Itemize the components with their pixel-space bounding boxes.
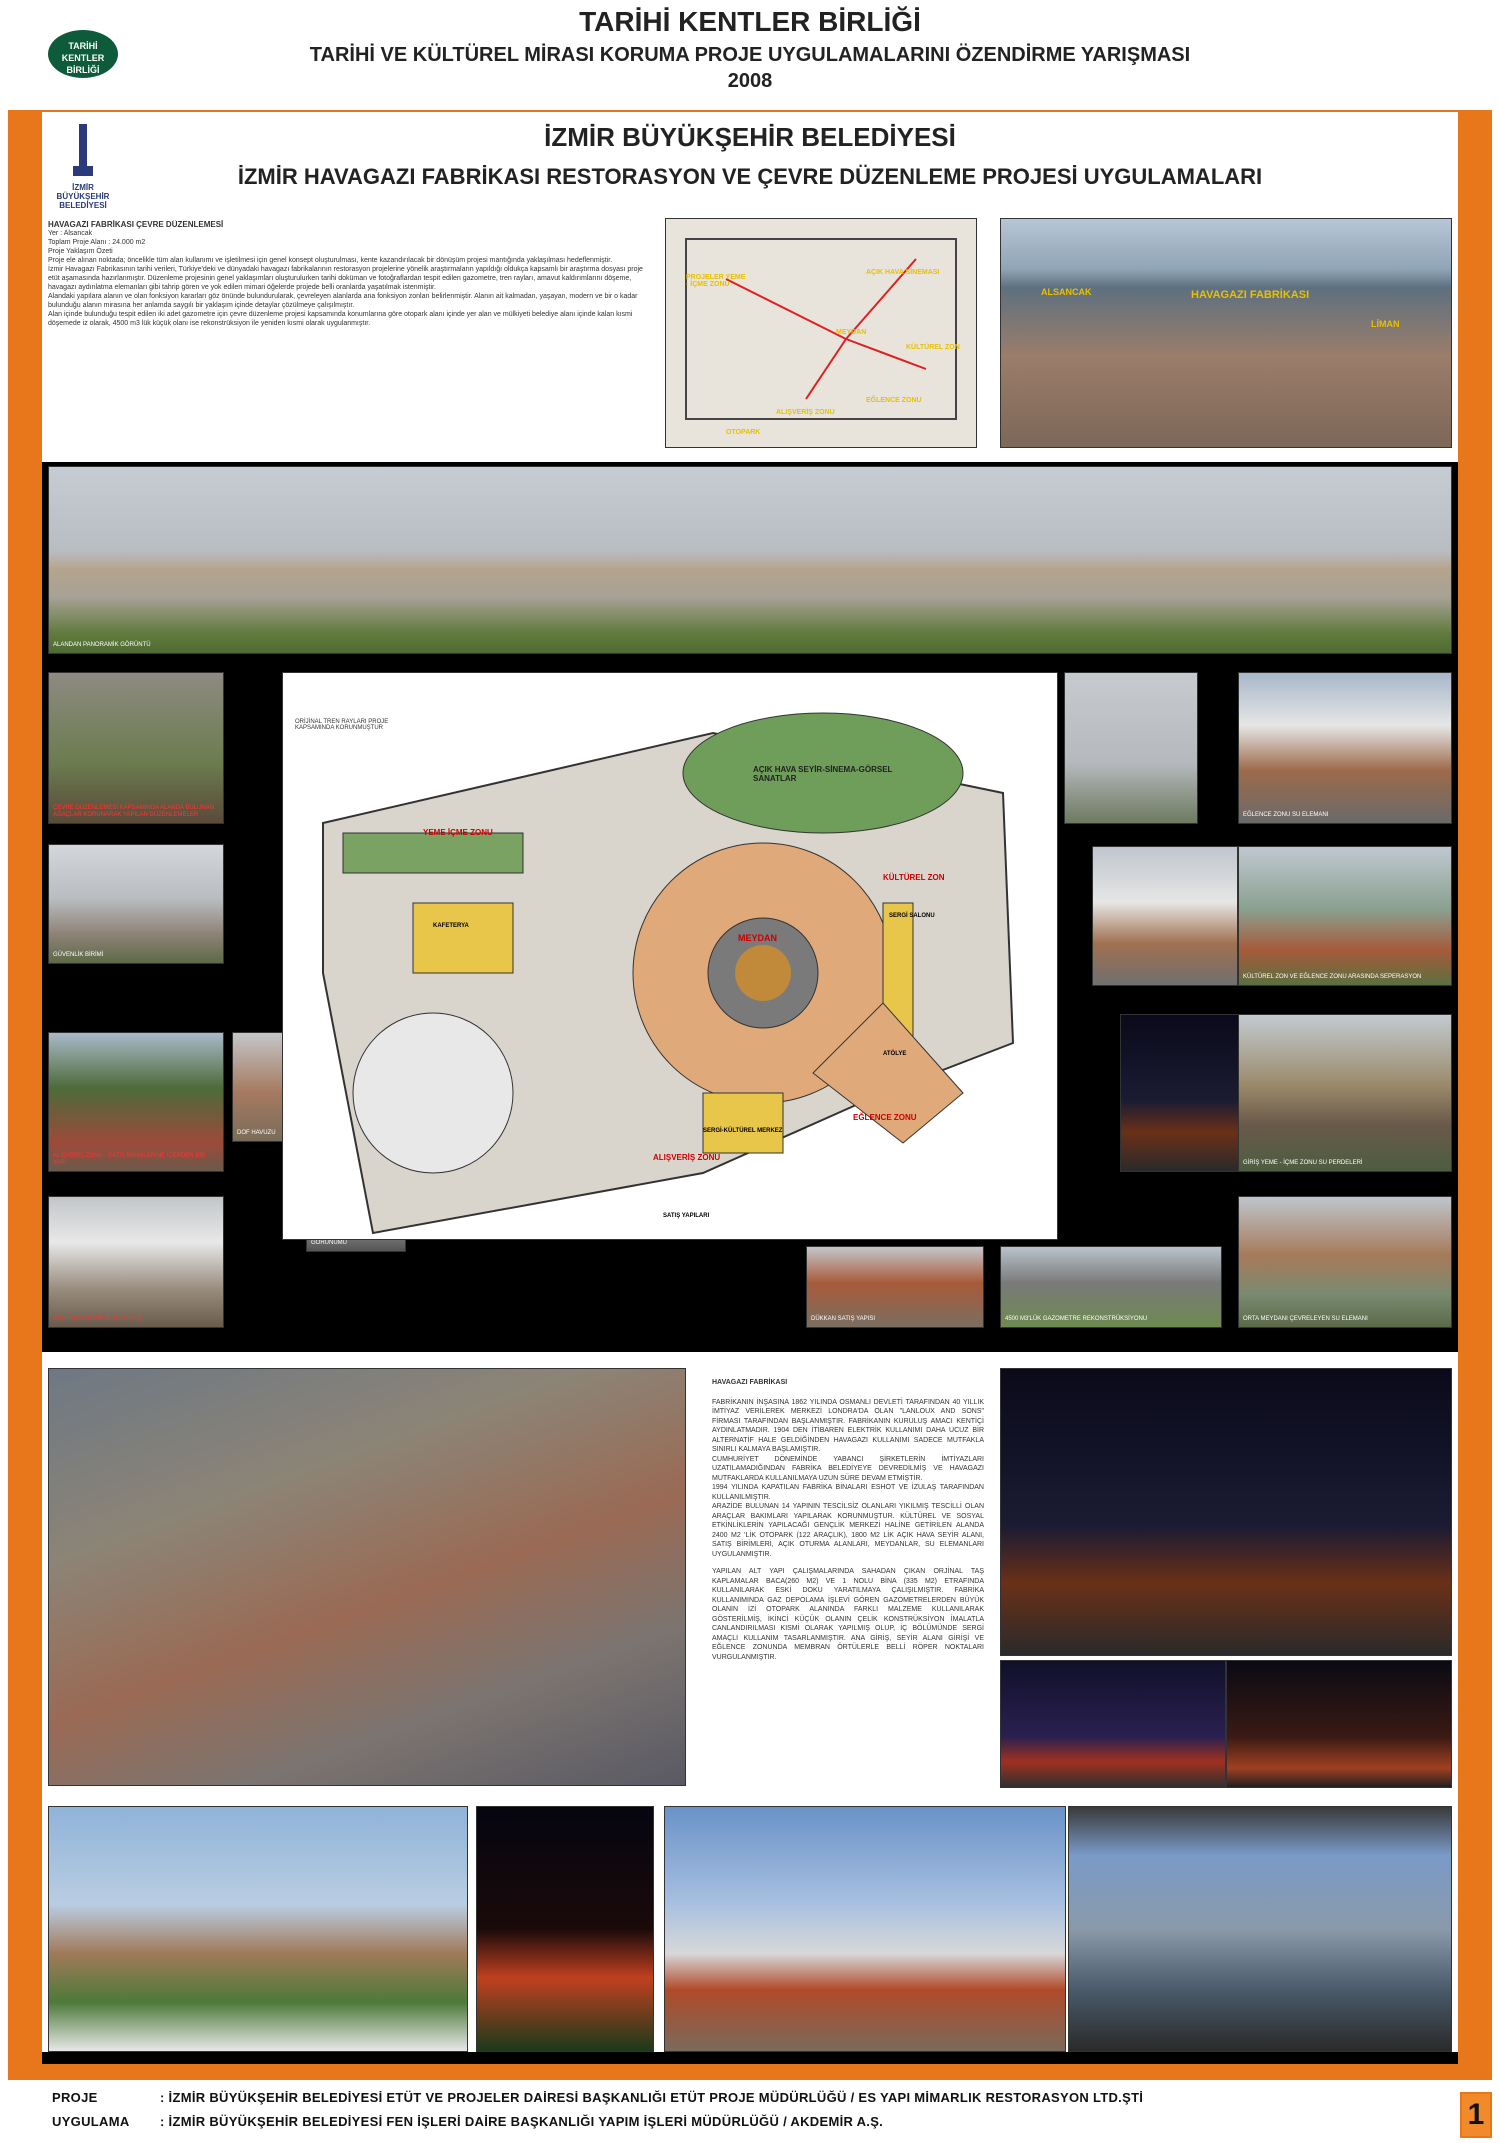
intro-paragraph: Alandaki yapılara alanın ve olan fonksiyon kararları göz önünde bulundurularak, çevreleyen alanlarda ana fonksiyon zonları belirlenmiştir. Alanın ait kalmadan, yaşayan, modern ve bir o kadar bulunduğu alanın mirasına her anlamda saygılı bir yaklaşım içinde detaylar çözülmeye çalışılmıştır.	[48, 293, 638, 309]
footer-label-proje: PROJE	[52, 2090, 98, 2105]
photo-gasometer-reconstruction	[1000, 1246, 1222, 1328]
plan-building-label: SERGİ SALONU	[889, 913, 935, 919]
photo-caption: GÜVENLİK BİRİMİ	[53, 952, 104, 958]
aerial-photo-harbor	[1000, 218, 1452, 448]
header-year: 2008	[727, 70, 773, 92]
plan-building-label: ATÖLYE	[883, 1051, 907, 1057]
photo-seating-separation	[1238, 846, 1452, 986]
plan-zone-label: KÜLTÜREL ZON	[883, 873, 945, 882]
sketch-label: AÇIK HAVA SİNEMASI	[866, 269, 940, 276]
history-paragraph: FABRİKANIN İNŞASINA 1862 YILINDA OSMANLI DEVLETİ TARAFINDAN 40 YILLIK İMTİYAZ VERİLEREK MERKEZİ LONDRA'DA OLAN "LANLOUX AND SONS" FİRMASI TARAFINDAN BAŞLANMIŞTIR. FABRİKANIN KURULUŞ AMACI KENTİÇİ AYDINLATMADIR. 1904 DEN İTİBAREN ELEKTRİK KULLANIMI DAHA UCUZ BİR ALTERNATİF HALE GELDİĞİNDEN HAVAGAZI KULLANIMI SADECE MUTFAKLA SINIRLI KALMAYA BAŞLAMIŞTIR.	[712, 1398, 984, 1453]
footer-label-uygulama: UYGULAMA	[52, 2114, 130, 2129]
photo-caption: AÇIK HAVA SEYİR ALANI GİRİŞİ	[53, 1316, 142, 1322]
municipality-logo-text: İZMİR BÜYÜKŞEHİR BELEDİYESİ	[56, 183, 110, 210]
photo-shopping-zone	[48, 1032, 224, 1172]
photo-chimney-membrane	[664, 1806, 1066, 2052]
sketch-label: OTOPARK	[726, 429, 761, 436]
history-heading: HAVAGAZI FABRİKASI	[712, 1379, 788, 1386]
history-paragraph: ARAZİDE BULUNAN 14 YAPININ TESCİLSİZ OLANLARI YIKILMIŞ TESCİLLİ OLAN ARAÇLAR BAKIMLARI YAPILARAK KORUNMUŞTUR. KÜLTÜREL VE SOSYAL ETKİNLİKLERİN YAPILACAĞI GENÇLİK MERKEZİ HALİNE GETİRİLEN ALANDA 2400 M2 'LİK OTOPARK (122 ARAÇLIK), 1800 M2 LİK AÇIK HAVA SEYİR ALANI, SATIŞ BİRİMLERİ, AÇIK OTURMA ALANLARI, MEYDANLAR, SU ELEMANLARI UYGULANMIŞTIR.	[712, 1503, 984, 1558]
sketch-label: PROJELER YEME - İÇME ZONU	[686, 274, 746, 288]
footer-project-credit: : İZMİR BÜYÜKŞEHİR BELEDİYESİ ETÜT VE PROJELER DAİRESİ BAŞKANLIĞI ETÜT PROJE MÜDÜRLÜĞÜ / ES YAPI MİMARLIK RESTORASYON LTD.ŞTİ	[160, 2090, 1144, 2105]
photo-security-kiosk	[48, 844, 224, 964]
photo-water-curtain	[1238, 1014, 1452, 1172]
panorama-photo	[48, 466, 1452, 654]
aerial-label: ALSANCAK	[1041, 287, 1092, 297]
competition-header	[0, 0, 1500, 110]
project-title: İZMİR HAVAGAZI FABRİKASI RESTORASYON VE ÇEVRE DÜZENLEME PROJESİ UYGULAMALARI	[237, 164, 1263, 189]
photo-caption: GİRİŞ YEME - İÇME ZONU SU PERDELERİ	[1243, 1160, 1363, 1166]
intro-text	[48, 220, 648, 450]
header-subtitle: TARİHİ VE KÜLTÜREL MİRASI KORUMA PROJE UYGULAMALARINI ÖZENDİRME YARIŞMASI	[309, 44, 1191, 66]
plan-inset-caption: ORİJİNAL TREN RAYLARI PROJE KAPSAMINDA KORUNMUŞTUR	[295, 719, 389, 731]
page-number: 1	[1460, 2092, 1492, 2138]
photo-membrane-entrance	[48, 1196, 224, 1328]
sketch-label: EĞLENCE ZONU	[866, 397, 922, 404]
photo-trees	[48, 672, 224, 824]
photo-flowers-chimney	[48, 1806, 468, 2052]
intro-paragraph: Proje ele alınan noktada; öncelikle tüm alan kullanımı ve işletilmesi için genel konsept oluşturulması, kente kazandırılacak bir dönüşüm projesi mantığında yaklaşılması hedeflenmiştir.	[48, 257, 613, 264]
panorama-caption: ALANDAN PANORAMİK GÖRÜNTÜ	[53, 642, 151, 648]
photo-shop-building	[806, 1246, 984, 1328]
aerial-photo-site	[48, 1368, 686, 1786]
photo-caption: ALIŞVERİŞ ZONU - SATIŞ BİRİMLERİNE İÇERDEN BİR YAPI	[53, 1153, 206, 1166]
photo-caption: DOF HAVUZU	[237, 1130, 276, 1136]
photo-membrane-tent	[1238, 672, 1452, 824]
tarihi-kentler-logo: TARİHİ KENTLER BİRLİĞİ	[48, 30, 118, 78]
intro-approach-label: Proje Yaklaşım Özeti	[48, 248, 113, 255]
photo-gasometer-steel	[1064, 672, 1198, 824]
photo-chimney-palm-night	[476, 1806, 654, 2052]
photo-caption: DÜKKAN SATIŞ YAPISI	[811, 1316, 876, 1322]
concept-sketch	[665, 218, 977, 448]
footer	[0, 2082, 1500, 2143]
photo-caption: ORTA MEYDANI ÇEVRELEYEN SU ELEMANI	[1243, 1316, 1368, 1322]
plan-zone-label: YEME İÇME ZONU	[423, 828, 493, 837]
plan-zone-label: EĞLENCE ZONU	[853, 1113, 917, 1122]
history-paragraph: 1994 YILINDA KAPATILAN FABRİKA BİNALARI ESHOT VE İZULAŞ TARAFINDAN KULLANILMIŞTIR.	[712, 1484, 984, 1501]
history-paragraph: YAPILAN ALT YAPI ÇALIŞMALARINDA SAHADAN ÇIKAN ORJİNAL TAŞ KAPLAMALAR BACA(260 M2) VE 1 NOLU BİNA (335 M2) ETRAFINDA KULLANILARAK ESKİ DOKU YARATILMAYA ÇALIŞILMIŞTIR. FABRİKA KULLANIMINDA GAZ DEPOLAMA İŞLEVİ GÖREN GAZOMETRELERDEN BÜYÜK OLANIN İZİ OTOPARK ALANINDA FARKLI MALZEME KULLANILARAK GÖSTERİLMİŞ, İKİNCİ KÜÇÜK OLANIN ÇELİK KONSTRÜKSİYON İMALATLA CANLANDIRILMASI KISMİ OLARAK YAPILMIŞ OLUP, İÇ BÖLÜMÜNDE SERGİ AMAÇLI KULLANIM TASARLANMIŞTIR. ANA GİRİŞ, SEYİR ALANI GİRİŞİ VE EĞLENCE ZONUNDA MEMBRAN ÖRTÜLERLE BELLİ RÖPER NOKTALARI VURGULANMIŞTIR.	[712, 1568, 984, 1661]
photo-caption: 4500 M3'LÜK GAZOMETRE REKONSTRÜKSİYONU	[1005, 1316, 1148, 1322]
intro-paragraph: İzmir Havagazı Fabrikasının tarihi verileri, Türkiye'deki ve dünyadaki havagazı fabrikalarının restorasyon projelerine yönelik araştırmaların yapıldığı oldukça kapsamlı bir araştırma dosyası proje etüt aşamasında hazırlanmıştır. Düzenleme projesinin genel yaklaşımları oluşturulurken tarihi doküman ve fotoğraflardan tespit edilen gazometre, tren rayları, amavut kaldırımlarını döşeme, havagazı aydınlatma elemanları gibi tahrip gören ve yok edilen mimari öğelerde projede belli oranlarda yaşatılmak istenmiştir.	[48, 266, 643, 291]
history-text	[712, 1378, 984, 1798]
plan-zone-label: AÇIK HAVA SEYİR-SİNEMA-GÖRSEL SANATLAR	[753, 765, 893, 783]
photo-caption: EĞLENCE ZONU SU ELEMANI	[1243, 812, 1329, 818]
plan-building-label: SERGİ-KÜLTÜREL MERKEZ	[703, 1128, 783, 1134]
photo-night-building	[1000, 1368, 1452, 1656]
photo-caption: KÜLTÜREL ZON VE EĞLENCE ZONU ARASINDA SEPERASYON	[1243, 974, 1422, 980]
intro-paragraph: Alan içinde bulunduğu tespit edilen iki adet gazometre için çevre düzenleme projesi kapsamında konumlarına göre otopark alanı içinde yer alan ve mülkiyeti belediye alanı içinde kalan kısmi döşemede iz olarak, 4500 m3 lük küçük olanı ise rekonstrüksiyon ile yeniden kısmi olarak uygulanmıştır.	[48, 311, 633, 327]
photo-sculpture-night	[1226, 1660, 1452, 1788]
plan-zone-label: MEYDAN	[738, 933, 778, 943]
sketch-label: KÜLTÜREL ZON	[906, 344, 960, 351]
plan-zone-label: ALIŞVERİŞ ZONU	[653, 1153, 721, 1162]
photo-chimney-night	[1120, 1014, 1240, 1172]
aerial-label: HAVAGAZI FABRİKASI	[1191, 289, 1310, 301]
history-paragraph: CUMHURİYET DÖNEMİNDE YABANCI ŞİRKETLERİN İMTİYAZLARI UZATILAMADIĞINDAN FABRİKA BELEDİYEYE DEVREDİLMİŞ VE HAVAGAZI MUTFAKLARDA KULLANILMAYA UZUN SÜRE DEVAM ETMİŞTİR.	[712, 1455, 984, 1482]
aerial-label: LİMAN	[1371, 319, 1400, 329]
intro-location: Yer : Alsancak	[48, 230, 93, 237]
photo-square-water	[1238, 1196, 1452, 1328]
photo-caption: ÇEVRE DÜZENLEMESİ KAPSAMINDA ALANDA BULUNAN AĞAÇLAR KORUNARAK YAPILAN DÜZENLEMELER	[53, 805, 215, 818]
intro-heading: HAVAGAZI FABRİKASI ÇEVRE DÜZENLEMESİ	[48, 220, 224, 229]
site-plan	[282, 672, 1058, 1240]
header-title: TARİHİ KENTLER BİRLİĞİ	[579, 6, 921, 37]
municipality-name: İZMİR BÜYÜKŞEHİR BELEDİYESİ	[544, 122, 956, 152]
plan-building-label: KAFETERYA	[433, 923, 469, 929]
photo-chimney-night-red	[1000, 1660, 1226, 1788]
intro-area: Toplam Proje Alanı : 24.000 m2	[48, 239, 146, 246]
photo-chimney-framed	[1068, 1806, 1452, 2052]
photo-caption: GÖRÜNÜMÜ	[311, 1240, 347, 1246]
photo-tent-cultural	[1092, 846, 1238, 986]
footer-application-credit: : İZMİR BÜYÜKŞEHİR BELEDİYESİ FEN İŞLERİ DAİRE BAŞKANLIĞI YAPIM İŞLERİ MÜDÜRLÜĞÜ / AKDEMİR A.Ş.	[160, 2114, 884, 2129]
sketch-label: ALIŞVERİŞ ZONU	[776, 409, 835, 416]
plan-building-label: SATIŞ YAPILARI	[663, 1213, 710, 1219]
sketch-label: MEYDAN	[836, 329, 867, 336]
